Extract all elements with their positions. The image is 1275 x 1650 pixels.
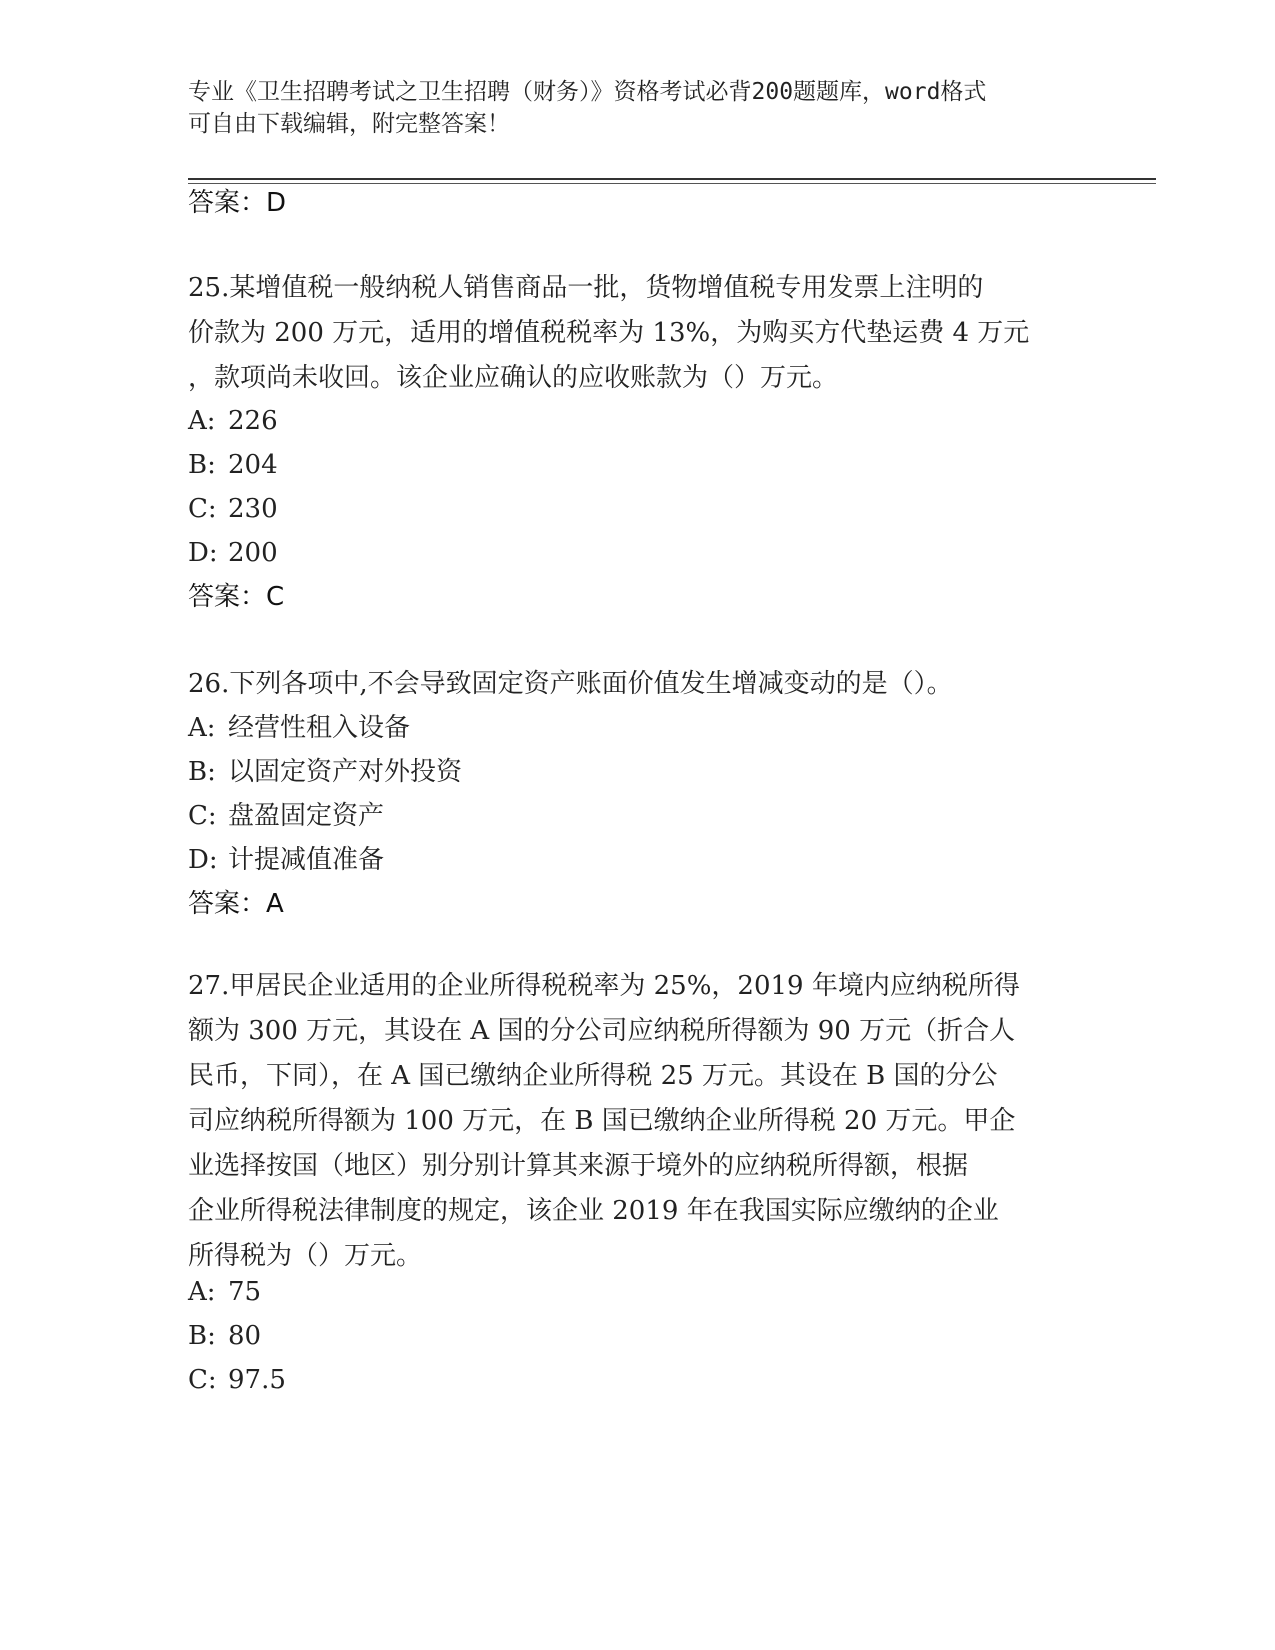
option-text: 97.5 [228, 1365, 286, 1395]
question-26 [188, 662, 1088, 707]
option-c [188, 799, 384, 833]
option-letter: A: [188, 406, 216, 436]
answer-25: 答案：C [188, 582, 285, 612]
header-line-1: 专业《卫生招聘考试之卫生招聘（财务）》资格考试必背200题题库，word格式 [188, 79, 987, 105]
option-letter: C: [188, 1365, 217, 1395]
question-line: 25.某增值税一般纳税人销售商品一批，货物增值税专用发票上注明的 [188, 273, 984, 303]
question-line: 27.甲居民企业适用的企业所得税税率为 25%，2019 年境内应纳税所得 [188, 971, 1020, 1001]
option-text: 75 [228, 1277, 262, 1307]
option-text: 以固定资产对外投资 [228, 757, 463, 787]
answer-26: 答案：A [188, 889, 284, 919]
option-d [188, 536, 278, 570]
option-letter: C: [188, 801, 217, 831]
option-a [188, 404, 278, 438]
question-25 [188, 266, 1088, 401]
option-a [188, 1275, 261, 1309]
option-b [188, 448, 278, 482]
option-letter: A: [188, 713, 216, 743]
previous-answer: 答案：D [188, 188, 287, 218]
option-text: 226 [228, 406, 278, 436]
option-text: 230 [228, 494, 278, 524]
option-text: 204 [228, 450, 278, 480]
option-b [188, 1319, 261, 1353]
question-27 [188, 964, 1088, 1279]
question-line: 企业所得税法律制度的规定，该企业 2019 年在我国实际应缴纳的企业 [188, 1196, 999, 1226]
option-text: 经营性租入设备 [228, 713, 411, 743]
option-c [188, 492, 278, 526]
option-c [188, 1363, 286, 1397]
question-line: 民币，下同），在 A 国已缴纳企业所得税 25 万元。其设在 B 国的分公 [188, 1061, 998, 1091]
question-line: 价款为 200 万元，适用的增值税税率为 13%，为购买方代垫运费 4 万元 [188, 318, 1030, 348]
question-line: 司应纳税所得额为 100 万元，在 B 国已缴纳企业所得税 20 万元。甲企 [188, 1106, 1016, 1136]
option-text: 计提减值准备 [228, 845, 385, 875]
header-divider-thick [188, 178, 1156, 180]
question-line: 所得税为（）万元。 [188, 1241, 423, 1271]
option-letter: B: [188, 1321, 216, 1351]
option-text: 盘盈固定资产 [228, 801, 385, 831]
question-line: 额为 300 万元，其设在 A 国的分公司应纳税所得额为 90 万元（折合人 [188, 1016, 1016, 1046]
option-letter: D: [188, 538, 218, 568]
document-header [188, 76, 1068, 140]
header-divider-thin [188, 183, 1156, 184]
option-letter: D: [188, 845, 218, 875]
question-line: 业选择按国（地区）别分别计算其来源于境外的应纳税所得额，根据 [188, 1151, 969, 1181]
option-d [188, 843, 384, 877]
option-letter: B: [188, 757, 216, 787]
option-letter: A: [188, 1277, 216, 1307]
question-line: 26.下列各项中,不会导致固定资产账面价值发生增减变动的是（）。 [188, 669, 953, 699]
option-letter: C: [188, 494, 217, 524]
option-letter: B: [188, 450, 216, 480]
option-text: 80 [228, 1321, 262, 1351]
option-a [188, 711, 410, 745]
option-text: 200 [228, 538, 278, 568]
header-line-2: 可自由下载编辑，附完整答案！ [188, 111, 510, 137]
option-b [188, 755, 462, 789]
question-line: ，款项尚未收回。该企业应确认的应收账款为（）万元。 [188, 363, 839, 393]
